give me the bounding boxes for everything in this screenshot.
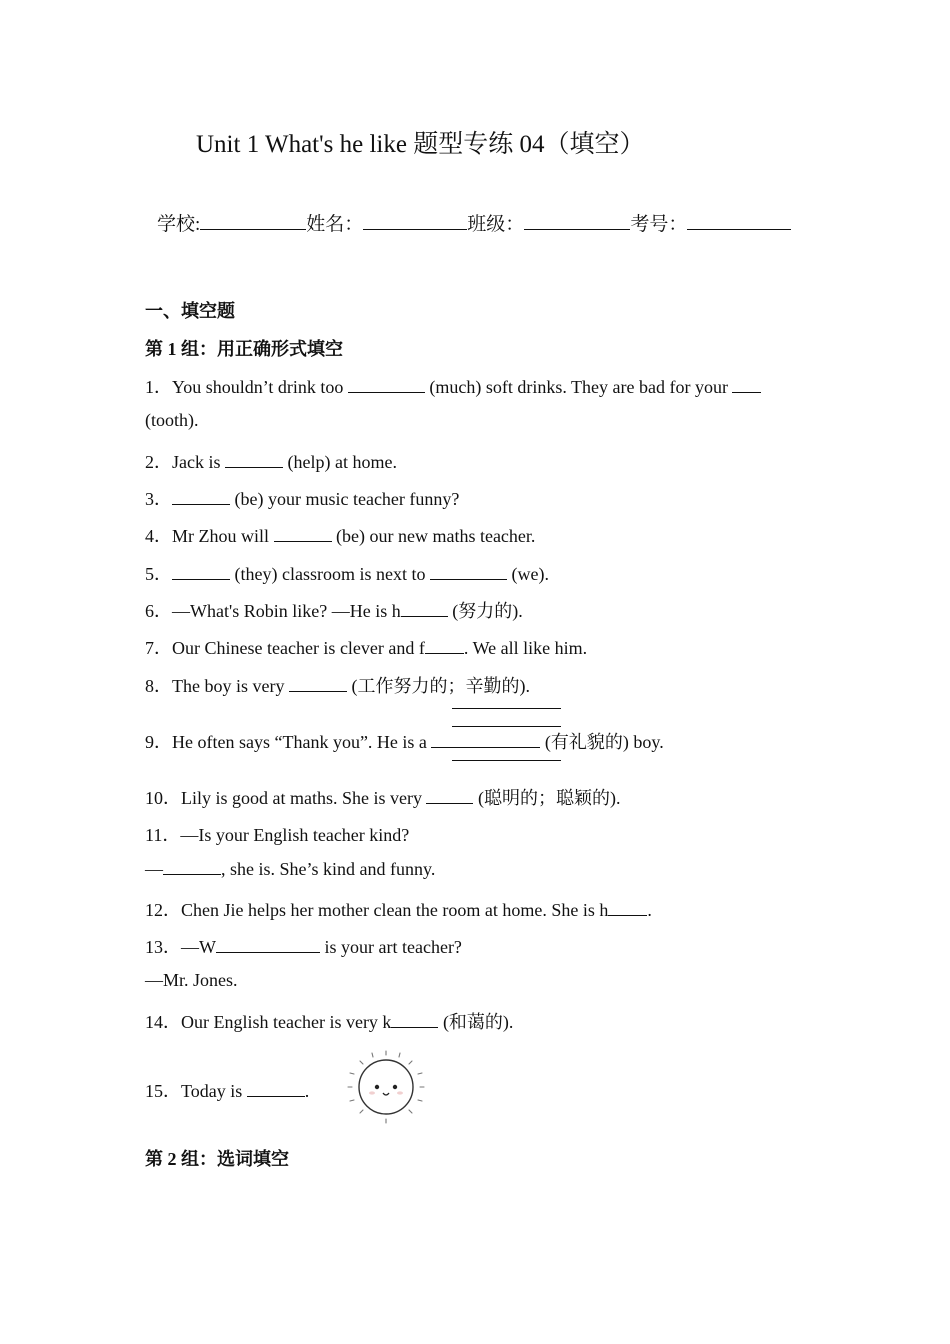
question-text: , she is. She’s kind and funny.: [221, 859, 436, 879]
answer-blank: [163, 858, 221, 875]
class-blank: [524, 213, 630, 230]
question-number: 3．: [145, 489, 172, 509]
school-blank: [200, 213, 306, 230]
question-text: (工作努力的；辛勤的).: [346, 676, 530, 696]
answer-blank: [430, 563, 507, 580]
question-text: .: [647, 900, 652, 920]
question-10: [145, 784, 620, 810]
question-text: is your art teacher?: [320, 937, 462, 957]
answer-blank: [732, 376, 761, 393]
answer-blank: [391, 1011, 438, 1028]
answer-blank: [247, 1080, 305, 1097]
answer-blank: [608, 899, 647, 916]
question-number: 7．: [145, 638, 172, 658]
stacked-blank-line: [452, 726, 561, 727]
question-11: [145, 821, 409, 847]
question-text: (聪明的；聪颖的).: [473, 788, 621, 808]
answer-blank: [172, 488, 230, 505]
question-text: —What's Robin like? —He is h: [172, 601, 401, 621]
class-label: 班级：: [467, 214, 525, 235]
question-number: 14．: [145, 1012, 181, 1032]
question-number: 10．: [145, 788, 181, 808]
question-text: (和蔼的).: [438, 1012, 514, 1032]
stacked-blank-line: [452, 760, 561, 761]
question-8: [145, 672, 530, 698]
question-number: 1．: [145, 377, 172, 397]
name-label: 姓名：: [306, 214, 364, 235]
page-title: Unit 1 What's he like 题型专练 04（填空）: [196, 131, 645, 158]
question-number: 11．: [145, 825, 181, 845]
student-info-line: [157, 209, 791, 236]
question-9: [145, 728, 664, 754]
question-12: [145, 896, 652, 922]
question-text: Chen Jie helps her mother clean the room at home. She is h: [181, 900, 609, 920]
question-1-continued: (tooth).: [145, 410, 199, 430]
question-15: [145, 1077, 309, 1103]
question-3: [145, 485, 459, 511]
question-4: [145, 522, 535, 548]
question-text: (much) soft drinks. They are bad for your: [424, 377, 733, 397]
question-text: Jack is: [172, 452, 225, 472]
question-number: 13．: [145, 937, 181, 957]
question-13-answer-line: —Mr. Jones.: [145, 970, 238, 990]
answer-blank: [225, 451, 283, 468]
question-text: (有礼貌的) boy.: [540, 732, 664, 752]
question-text: Our Chinese teacher is clever and f: [172, 638, 425, 658]
question-text: —Is your English teacher kind?: [180, 825, 410, 845]
question-text: The boy is very: [172, 676, 289, 696]
question-text: Our English teacher is very k: [181, 1012, 392, 1032]
question-text: —W: [181, 937, 216, 957]
question-text: (be) your music teacher funny?: [230, 489, 460, 509]
question-text: You shouldn’t drink too: [172, 377, 348, 397]
question-number: 15．: [145, 1081, 181, 1101]
answer-blank: [401, 600, 448, 617]
group-heading-2: 第 2 组：选词填空: [145, 1149, 289, 1169]
answer-blank: [426, 787, 473, 804]
answer-blank: [274, 525, 332, 542]
question-text: (努力的).: [447, 601, 523, 621]
question-text: Mr Zhou will: [172, 526, 274, 546]
question-2: [145, 448, 397, 474]
question-text: (they) classroom is next to: [230, 564, 430, 584]
exam-no-blank: [687, 213, 791, 230]
exam-no-label: 考号：: [630, 214, 688, 235]
question-text: (we).: [506, 564, 549, 584]
question-1: [145, 373, 761, 399]
question-number: 2．: [145, 452, 172, 472]
answer-blank: [172, 563, 230, 580]
question-14: [145, 1008, 513, 1034]
question-text: Lily is good at maths. She is very: [181, 788, 427, 808]
question-number: 5．: [145, 564, 172, 584]
sun-icon: [342, 1049, 430, 1125]
school-label: 学校:: [157, 214, 201, 235]
question-6: [145, 597, 523, 623]
group-heading-1: 第 1 组：用正确形式填空: [145, 339, 343, 359]
question-text: Today is: [181, 1081, 247, 1101]
question-number: 8．: [145, 676, 172, 696]
question-number: 12．: [145, 900, 181, 920]
question-text: .: [304, 1081, 310, 1101]
question-text: . We all like him.: [463, 638, 588, 658]
question-11-answer-line: [145, 858, 435, 880]
answer-blank: [289, 675, 347, 692]
answer-blank: [431, 731, 540, 748]
answer-blank: [216, 936, 320, 953]
question-text: He often says “Thank you”. He is a: [172, 732, 432, 752]
question-text: (help) at home.: [283, 452, 397, 472]
answer-blank: [425, 637, 464, 654]
question-5: [145, 560, 549, 586]
question-number: 6．: [145, 601, 172, 621]
question-number: 9．: [145, 732, 172, 752]
stacked-blank-line: [452, 708, 561, 709]
question-text: —: [145, 859, 163, 879]
section-heading: 一、填空题: [145, 301, 235, 321]
answer-blank: [348, 376, 425, 393]
question-13: [145, 933, 462, 959]
question-number: 4．: [145, 526, 172, 546]
name-blank: [363, 213, 467, 230]
question-7: [145, 634, 587, 660]
question-text: (be) our new maths teacher.: [331, 526, 536, 546]
